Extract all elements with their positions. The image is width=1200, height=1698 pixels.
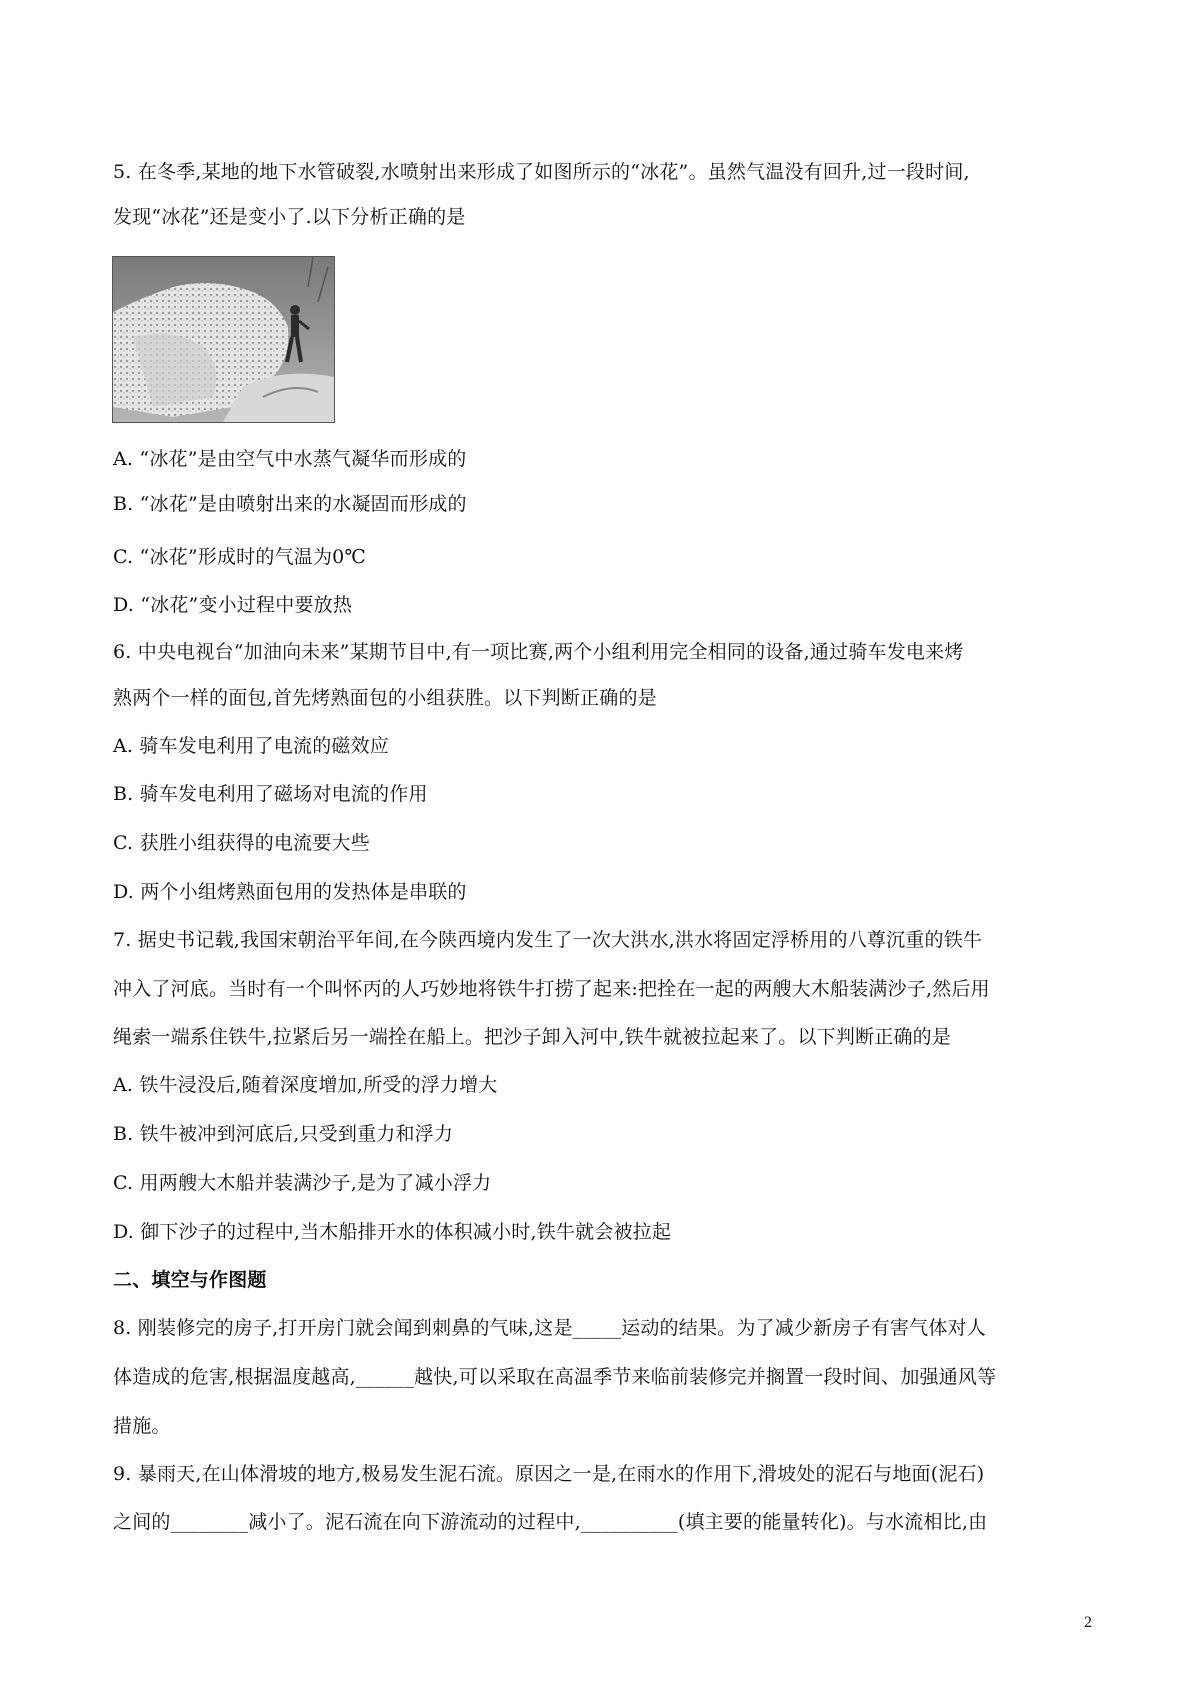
q7-option-b: B. 铁牛被冲到河底后,只受到重力和浮力	[113, 1123, 454, 1145]
q6-option-c: C. 获胜小组获得的电流要大些	[113, 832, 370, 854]
q7-option-c: C. 用两艘大木船并装满沙子,是为了减小浮力	[113, 1172, 492, 1194]
q5-stem-line-1: 5. 在冬季,某地的地下水管破裂,水喷射出来形成了如图所示的“冰花”。虽然气温没有回升,过一段时间,	[113, 161, 970, 183]
q5-option-c: C. “冰花”形成时的气温为0℃	[113, 546, 366, 568]
q5-option-b: B. “冰花”是由喷射出来的水凝固而形成的	[113, 493, 467, 515]
page-number: 2	[1084, 1614, 1092, 1631]
q6-option-d: D. 两个小组烤熟面包用的发热体是串联的	[113, 881, 467, 903]
q6-option-b: B. 骑车发电利用了磁场对电流的作用	[113, 783, 428, 805]
q7-stem-line-1: 7. 据史书记载,我国宋朝治平年间,在今陕西境内发生了一次大洪水,洪水将固定浮桥用的八尊沉重的铁牛	[113, 929, 983, 951]
q7-stem-line-3: 绳索一端系住铁牛,拉紧后另一端拴在船上。把沙子卸入河中,铁牛就被拉起来了。以下判断正确的是	[113, 1026, 952, 1048]
q9-line-2: 之间的________减小了。泥石流在向下游流动的过程中,__________(填主要的能量转化)。与水流相比,由	[113, 1511, 988, 1533]
q5-option-d: D. “冰花”变小过程中要放热	[113, 594, 353, 616]
q5-option-a: A. “冰花”是由空气中水蒸气凝华而形成的	[113, 448, 467, 470]
q8-line-3: 措施。	[113, 1415, 171, 1437]
q5-stem-line-2: 发现“冰花”还是变小了.以下分析正确的是	[113, 206, 466, 228]
q7-option-a: A. 铁牛浸没后,随着深度增加,所受的浮力增大	[113, 1074, 498, 1096]
q7-option-d: D. 御下沙子的过程中,当木船排开水的体积减小时,铁牛就会被拉起	[113, 1221, 672, 1243]
q6-stem-line-2: 熟两个一样的面包,首先烤熟面包的小组获胜。以下判断正确的是	[113, 687, 657, 709]
q8-line-2: 体造成的危害,根据温度越高,______越快,可以采取在高温季节来临前装修完并搁置一段时间、加强通风等	[113, 1366, 997, 1388]
section-heading: 二、填空与作图题	[113, 1269, 267, 1291]
ice-flower-photo	[112, 256, 335, 423]
q6-option-a: A. 骑车发电利用了电流的磁效应	[113, 735, 390, 757]
q8-line-1: 8. 刚装修完的房子,打开房门就会闻到刺鼻的气味,这是_____运动的结果。为了减少新房子有害气体对人	[113, 1317, 986, 1339]
q9-line-1: 9. 暴雨天,在山体滑坡的地方,极易发生泥石流。原因之一是,在雨水的作用下,滑坡处的泥石与地面(泥石)	[113, 1463, 985, 1485]
q7-stem-line-2: 冲入了河底。当时有一个叫怀丙的人巧妙地将铁牛打捞了起来:把拴在一起的两艘大木船装满沙子,然后用	[113, 978, 990, 1000]
q6-stem-line-1: 6. 中央电视台“加油向未来”某期节目中,有一项比赛,两个小组利用完全相同的设备,通过骑车发电来烤	[113, 641, 964, 663]
